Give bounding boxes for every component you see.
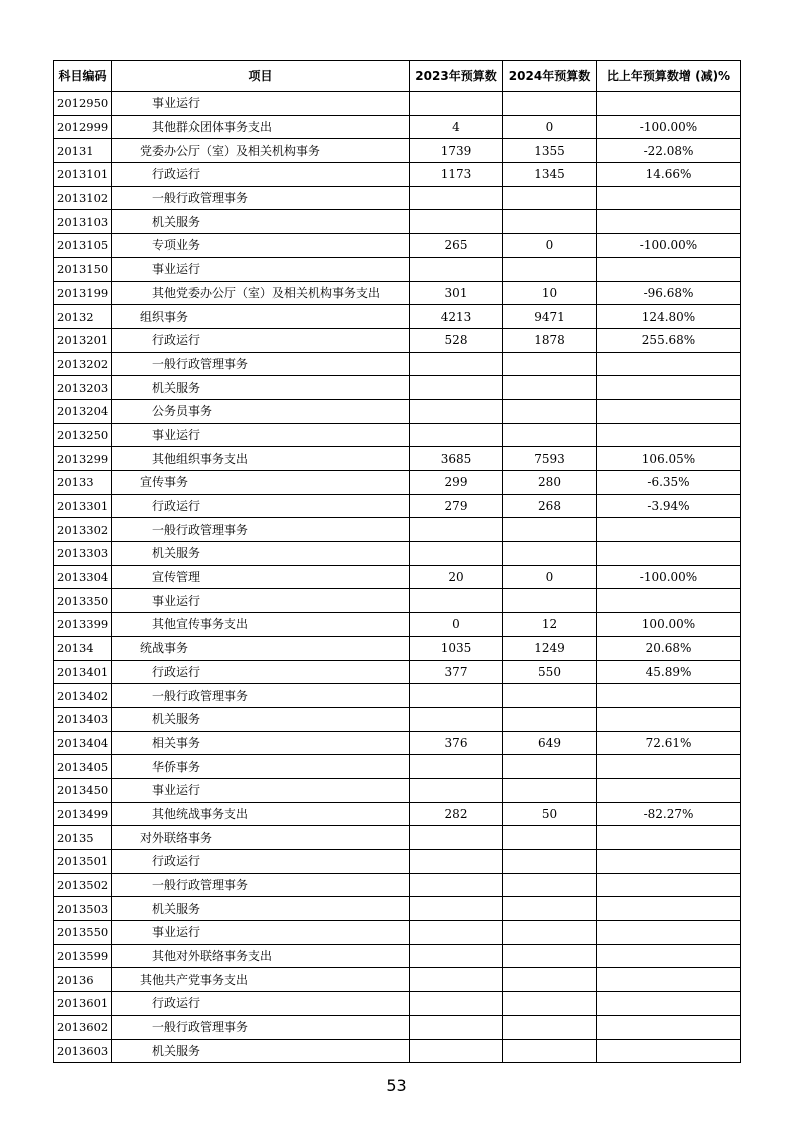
- change-cell: -96.68%: [597, 281, 741, 305]
- table-row: [54, 755, 741, 779]
- code-cell: 2013599: [54, 944, 112, 968]
- budget-table: [53, 60, 741, 1063]
- table-row: [54, 210, 741, 234]
- budget-2024-cell: [503, 423, 597, 447]
- code-cell: 2012950: [54, 92, 112, 116]
- change-cell: [597, 826, 741, 850]
- code-cell: 2013450: [54, 778, 112, 802]
- budget-2024-cell: 550: [503, 660, 597, 684]
- code-cell: 2013250: [54, 423, 112, 447]
- budget-2024-cell: [503, 873, 597, 897]
- code-cell: 2013402: [54, 684, 112, 708]
- change-cell: [597, 684, 741, 708]
- item-cell: 统战事务: [112, 636, 410, 660]
- change-cell: [597, 1039, 741, 1063]
- change-cell: 20.68%: [597, 636, 741, 660]
- table-row: [54, 968, 741, 992]
- item-cell: 对外联络事务: [112, 826, 410, 850]
- page-number: 53: [386, 1076, 407, 1095]
- item-cell: 一般行政管理事务: [112, 684, 410, 708]
- budget-2023-cell: [410, 210, 503, 234]
- budget-2023-cell: [410, 778, 503, 802]
- table-row: [54, 305, 741, 329]
- code-cell: 2013204: [54, 399, 112, 423]
- table-row: [54, 494, 741, 518]
- table-header-row: [54, 61, 741, 92]
- table-row: [54, 163, 741, 187]
- code-cell: 2013401: [54, 660, 112, 684]
- item-cell: 一般行政管理事务: [112, 1015, 410, 1039]
- change-cell: [597, 352, 741, 376]
- budget-2024-cell: 50: [503, 802, 597, 826]
- code-cell: 2013105: [54, 234, 112, 258]
- item-cell: 组织事务: [112, 305, 410, 329]
- code-cell: 2013503: [54, 897, 112, 921]
- table-row: [54, 542, 741, 566]
- budget-2024-cell: [503, 707, 597, 731]
- table-row: [54, 873, 741, 897]
- table-row: [54, 660, 741, 684]
- item-cell: 行政运行: [112, 660, 410, 684]
- table-row: [54, 352, 741, 376]
- table-row: [54, 139, 741, 163]
- code-cell: 20131: [54, 139, 112, 163]
- budget-2023-cell: 282: [410, 802, 503, 826]
- change-cell: [597, 944, 741, 968]
- item-cell: 机关服务: [112, 376, 410, 400]
- change-cell: [597, 210, 741, 234]
- code-cell: 2013602: [54, 1015, 112, 1039]
- budget-2024-cell: 1345: [503, 163, 597, 187]
- table-row: [54, 423, 741, 447]
- item-cell: 宣传事务: [112, 471, 410, 495]
- budget-2023-cell: 528: [410, 328, 503, 352]
- item-cell: 其他群众团体事务支出: [112, 115, 410, 139]
- budget-2024-cell: [503, 399, 597, 423]
- budget-2023-cell: [410, 897, 503, 921]
- budget-2024-cell: [503, 897, 597, 921]
- header-code: 科目编码: [54, 61, 112, 92]
- change-cell: 100.00%: [597, 613, 741, 637]
- code-cell: 2013202: [54, 352, 112, 376]
- budget-2023-cell: 301: [410, 281, 503, 305]
- item-cell: 事业运行: [112, 92, 410, 116]
- code-cell: 2013101: [54, 163, 112, 187]
- item-cell: 机关服务: [112, 210, 410, 234]
- change-cell: [597, 992, 741, 1016]
- item-cell: 其他共产党事务支出: [112, 968, 410, 992]
- change-cell: [597, 92, 741, 116]
- budget-2023-cell: [410, 399, 503, 423]
- change-cell: 255.68%: [597, 328, 741, 352]
- budget-2023-cell: 299: [410, 471, 503, 495]
- table-row: [54, 565, 741, 589]
- change-cell: [597, 921, 741, 945]
- code-cell: 2013103: [54, 210, 112, 234]
- budget-2023-cell: 0: [410, 613, 503, 637]
- budget-2024-cell: 649: [503, 731, 597, 755]
- table-row: [54, 944, 741, 968]
- table-row: [54, 92, 741, 116]
- budget-2023-cell: [410, 944, 503, 968]
- item-cell: 其他党委办公厅（室）及相关机构事务支出: [112, 281, 410, 305]
- budget-2024-cell: 1878: [503, 328, 597, 352]
- budget-2024-cell: 12: [503, 613, 597, 637]
- change-cell: 124.80%: [597, 305, 741, 329]
- budget-2023-cell: 20: [410, 565, 503, 589]
- budget-2024-cell: 280: [503, 471, 597, 495]
- code-cell: 20134: [54, 636, 112, 660]
- budget-2024-cell: [503, 92, 597, 116]
- table-row: [54, 328, 741, 352]
- budget-2023-cell: 1035: [410, 636, 503, 660]
- budget-2023-cell: [410, 755, 503, 779]
- change-cell: -6.35%: [597, 471, 741, 495]
- table-row: [54, 376, 741, 400]
- code-cell: 2013501: [54, 850, 112, 874]
- change-cell: [597, 850, 741, 874]
- change-cell: [597, 257, 741, 281]
- budget-2024-cell: [503, 992, 597, 1016]
- item-cell: 公务员事务: [112, 399, 410, 423]
- budget-2023-cell: [410, 92, 503, 116]
- budget-2023-cell: [410, 1039, 503, 1063]
- budget-2024-cell: 7593: [503, 447, 597, 471]
- budget-2024-cell: 0: [503, 565, 597, 589]
- table-row: [54, 636, 741, 660]
- budget-2024-cell: [503, 850, 597, 874]
- change-cell: -82.27%: [597, 802, 741, 826]
- budget-2023-cell: [410, 186, 503, 210]
- code-cell: 2013601: [54, 992, 112, 1016]
- table-row: [54, 826, 741, 850]
- header-budget-2024: 2024年预算数: [503, 61, 597, 92]
- budget-2024-cell: [503, 968, 597, 992]
- budget-2023-cell: 265: [410, 234, 503, 258]
- change-cell: 45.89%: [597, 660, 741, 684]
- code-cell: 2013299: [54, 447, 112, 471]
- code-cell: 20132: [54, 305, 112, 329]
- budget-2024-cell: [503, 257, 597, 281]
- change-cell: [597, 376, 741, 400]
- table-row: [54, 257, 741, 281]
- code-cell: 2013550: [54, 921, 112, 945]
- table-row: [54, 186, 741, 210]
- code-cell: 2013403: [54, 707, 112, 731]
- budget-2023-cell: [410, 423, 503, 447]
- budget-2023-cell: [410, 968, 503, 992]
- header-item: 项目: [112, 61, 410, 92]
- change-cell: [597, 1015, 741, 1039]
- table-row: [54, 115, 741, 139]
- budget-2023-cell: [410, 542, 503, 566]
- item-cell: 事业运行: [112, 257, 410, 281]
- budget-2023-cell: [410, 921, 503, 945]
- change-cell: [597, 873, 741, 897]
- item-cell: 其他宣传事务支出: [112, 613, 410, 637]
- table-row: [54, 802, 741, 826]
- budget-2023-cell: 4: [410, 115, 503, 139]
- item-cell: 华侨事务: [112, 755, 410, 779]
- budget-2023-cell: 377: [410, 660, 503, 684]
- budget-2023-cell: [410, 684, 503, 708]
- item-cell: 一般行政管理事务: [112, 518, 410, 542]
- budget-2023-cell: [410, 352, 503, 376]
- budget-2023-cell: [410, 376, 503, 400]
- table-row: [54, 281, 741, 305]
- table-row: [54, 1015, 741, 1039]
- change-cell: [597, 707, 741, 731]
- item-cell: 一般行政管理事务: [112, 352, 410, 376]
- budget-2024-cell: [503, 542, 597, 566]
- code-cell: 2013499: [54, 802, 112, 826]
- table-row: [54, 707, 741, 731]
- change-cell: [597, 897, 741, 921]
- table-row: [54, 778, 741, 802]
- item-cell: 机关服务: [112, 707, 410, 731]
- change-cell: [597, 542, 741, 566]
- code-cell: 2013405: [54, 755, 112, 779]
- budget-2024-cell: 0: [503, 115, 597, 139]
- table-row: [54, 850, 741, 874]
- budget-2023-cell: [410, 873, 503, 897]
- change-cell: 106.05%: [597, 447, 741, 471]
- budget-2024-cell: [503, 1015, 597, 1039]
- code-cell: 2012999: [54, 115, 112, 139]
- table-row: [54, 921, 741, 945]
- code-cell: 2013404: [54, 731, 112, 755]
- budget-2024-cell: 1355: [503, 139, 597, 163]
- code-cell: 2013303: [54, 542, 112, 566]
- table-body: [54, 92, 741, 1063]
- table-row: [54, 447, 741, 471]
- budget-2024-cell: [503, 376, 597, 400]
- item-cell: 其他对外联络事务支出: [112, 944, 410, 968]
- budget-2023-cell: [410, 992, 503, 1016]
- item-cell: 事业运行: [112, 778, 410, 802]
- change-cell: [597, 589, 741, 613]
- change-cell: -22.08%: [597, 139, 741, 163]
- code-cell: 2013304: [54, 565, 112, 589]
- table-row: [54, 518, 741, 542]
- budget-2024-cell: [503, 684, 597, 708]
- budget-2024-cell: [503, 921, 597, 945]
- change-cell: [597, 186, 741, 210]
- table-row: [54, 992, 741, 1016]
- budget-2023-cell: 4213: [410, 305, 503, 329]
- table-row: [54, 471, 741, 495]
- change-cell: 72.61%: [597, 731, 741, 755]
- budget-2024-cell: [503, 210, 597, 234]
- item-cell: 行政运行: [112, 850, 410, 874]
- budget-2024-cell: 10: [503, 281, 597, 305]
- change-cell: -100.00%: [597, 234, 741, 258]
- code-cell: 2013350: [54, 589, 112, 613]
- change-cell: -3.94%: [597, 494, 741, 518]
- table-row: [54, 731, 741, 755]
- change-cell: [597, 518, 741, 542]
- item-cell: 行政运行: [112, 494, 410, 518]
- header-budget-2023: 2023年预算数: [410, 61, 503, 92]
- change-cell: [597, 778, 741, 802]
- table-row: [54, 589, 741, 613]
- code-cell: 2013102: [54, 186, 112, 210]
- item-cell: 一般行政管理事务: [112, 873, 410, 897]
- budget-2023-cell: 1739: [410, 139, 503, 163]
- budget-2023-cell: [410, 826, 503, 850]
- budget-2024-cell: [503, 518, 597, 542]
- table-row: [54, 684, 741, 708]
- code-cell: 2013301: [54, 494, 112, 518]
- budget-2024-cell: 0: [503, 234, 597, 258]
- table-row: [54, 1039, 741, 1063]
- change-cell: [597, 755, 741, 779]
- code-cell: 2013603: [54, 1039, 112, 1063]
- table-row: [54, 613, 741, 637]
- change-cell: 14.66%: [597, 163, 741, 187]
- item-cell: 一般行政管理事务: [112, 186, 410, 210]
- budget-2024-cell: [503, 589, 597, 613]
- budget-2023-cell: [410, 589, 503, 613]
- code-cell: 20135: [54, 826, 112, 850]
- item-cell: 机关服务: [112, 542, 410, 566]
- budget-2023-cell: [410, 518, 503, 542]
- code-cell: 2013201: [54, 328, 112, 352]
- budget-2024-cell: 268: [503, 494, 597, 518]
- budget-2023-cell: [410, 850, 503, 874]
- budget-2024-cell: [503, 944, 597, 968]
- budget-2023-cell: 1173: [410, 163, 503, 187]
- table-row: [54, 399, 741, 423]
- budget-2023-cell: [410, 257, 503, 281]
- code-cell: 20133: [54, 471, 112, 495]
- change-cell: [597, 399, 741, 423]
- budget-2024-cell: [503, 1039, 597, 1063]
- budget-2023-cell: 376: [410, 731, 503, 755]
- item-cell: 专项业务: [112, 234, 410, 258]
- item-cell: 行政运行: [112, 328, 410, 352]
- budget-2024-cell: [503, 778, 597, 802]
- budget-2023-cell: 3685: [410, 447, 503, 471]
- table-row: [54, 234, 741, 258]
- item-cell: 党委办公厅（室）及相关机构事务: [112, 139, 410, 163]
- code-cell: 2013399: [54, 613, 112, 637]
- budget-2024-cell: 1249: [503, 636, 597, 660]
- code-cell: 2013203: [54, 376, 112, 400]
- change-cell: [597, 423, 741, 447]
- item-cell: 事业运行: [112, 589, 410, 613]
- budget-2024-cell: [503, 826, 597, 850]
- code-cell: 2013199: [54, 281, 112, 305]
- budget-2023-cell: 279: [410, 494, 503, 518]
- budget-2023-cell: [410, 1015, 503, 1039]
- item-cell: 行政运行: [112, 163, 410, 187]
- item-cell: 机关服务: [112, 1039, 410, 1063]
- code-cell: 2013502: [54, 873, 112, 897]
- budget-2024-cell: [503, 352, 597, 376]
- item-cell: 机关服务: [112, 897, 410, 921]
- change-cell: [597, 968, 741, 992]
- code-cell: 2013302: [54, 518, 112, 542]
- budget-2024-cell: [503, 755, 597, 779]
- change-cell: -100.00%: [597, 115, 741, 139]
- code-cell: 2013150: [54, 257, 112, 281]
- item-cell: 行政运行: [112, 992, 410, 1016]
- header-change: 比上年预算数增 (减)%: [597, 61, 741, 92]
- budget-2024-cell: [503, 186, 597, 210]
- budget-2023-cell: [410, 707, 503, 731]
- item-cell: 事业运行: [112, 921, 410, 945]
- code-cell: 20136: [54, 968, 112, 992]
- change-cell: -100.00%: [597, 565, 741, 589]
- budget-2024-cell: 9471: [503, 305, 597, 329]
- table-row: [54, 897, 741, 921]
- item-cell: 相关事务: [112, 731, 410, 755]
- item-cell: 事业运行: [112, 423, 410, 447]
- item-cell: 宣传管理: [112, 565, 410, 589]
- item-cell: 其他组织事务支出: [112, 447, 410, 471]
- item-cell: 其他统战事务支出: [112, 802, 410, 826]
